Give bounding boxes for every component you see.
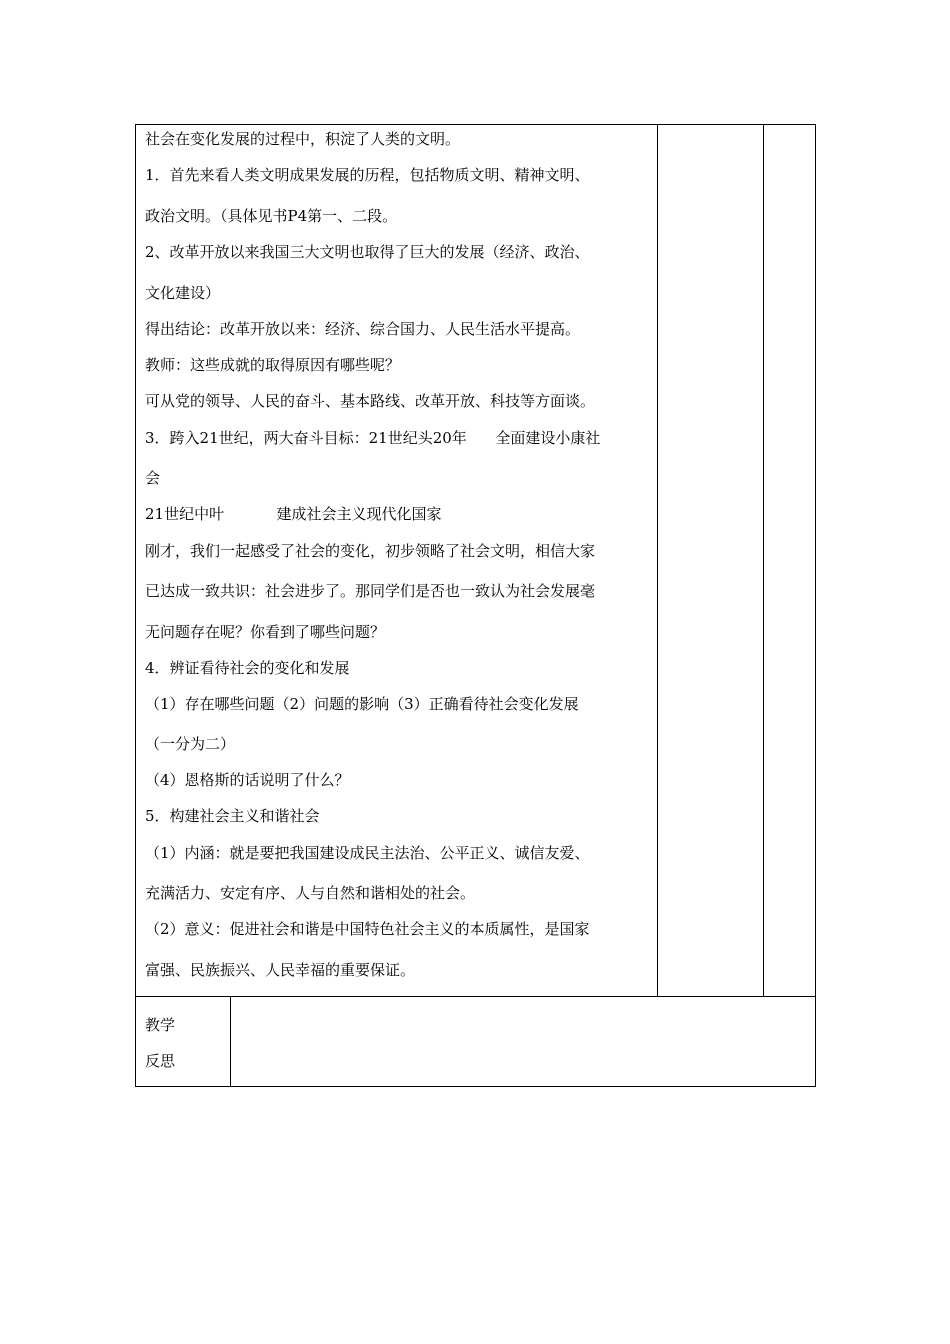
content-line: 富强、民族振兴、人民幸福的重要保证。 bbox=[145, 961, 416, 979]
content-line: 无问题存在呢？你看到了哪些问题？ bbox=[145, 623, 386, 641]
empty-column-cell bbox=[764, 125, 815, 996]
content-line: 可从党的领导、人民的奋斗、基本路线、改革开放、科技等方面谈。 bbox=[145, 392, 596, 410]
content-line: （1）内涵：就是要把我国建设成民主法治、公平正义、诚信友爱、 bbox=[145, 844, 590, 862]
empty-column-cell bbox=[658, 125, 764, 996]
content-line: 会 bbox=[145, 469, 161, 487]
content-line: 已达成一致共识：社会进步了。那同学们是否也一致认为社会发展毫 bbox=[145, 582, 596, 600]
content-line: 社会在变化发展的过程中，积淀了人类的文明。 bbox=[145, 130, 461, 148]
teaching-reflection-label-cell bbox=[136, 997, 231, 1086]
content-line: 1．首先来看人类文明成果发展的历程，包括物质文明、精神文明、 bbox=[145, 166, 590, 184]
content-line: （一分为二） bbox=[145, 735, 236, 753]
content-line: 充满活力、安定有序、人与自然和谐相处的社会。 bbox=[145, 884, 476, 902]
content-line: （4）恩格斯的话说明了什么？ bbox=[145, 771, 350, 789]
reflection-label-line: 反思 bbox=[145, 1052, 176, 1070]
lesson-plan-table bbox=[135, 124, 816, 1087]
content-line: 3．跨入21世纪，两大奋斗目标：21世纪头20年 全面建设小康社 bbox=[145, 429, 601, 447]
content-line: 教师：这些成就的取得原因有哪些呢？ bbox=[145, 356, 401, 374]
content-line: 5．构建社会主义和谐社会 bbox=[145, 807, 320, 825]
content-line: 21世纪中叶 建成社会主义现代化国家 bbox=[145, 505, 442, 523]
content-line: 2、改革开放以来我国三大文明也取得了巨大的发展（经济、政治、 bbox=[145, 243, 590, 261]
content-line: （2）意义：促进社会和谐是中国特色社会主义的本质属性，是国家 bbox=[145, 920, 590, 938]
content-line: 文化建设） bbox=[145, 284, 221, 302]
reflection-label-line: 教学 bbox=[145, 1016, 176, 1034]
content-line: 得出结论：改革开放以来：经济、综合国力、人民生活水平提高。 bbox=[145, 320, 581, 338]
content-line: 刚才，我们一起感受了社会的变化，初步领略了社会文明，相信大家 bbox=[145, 542, 596, 560]
teaching-content-cell bbox=[136, 125, 658, 996]
content-line: 政治文明。（具体见书P4第一、二段。 bbox=[145, 207, 398, 225]
content-line: 4．辨证看待社会的变化和发展 bbox=[145, 659, 350, 677]
teaching-reflection-content-cell bbox=[231, 997, 815, 1086]
content-line: （1）存在哪些问题（2）问题的影响（3）正确看待社会变化发展 bbox=[145, 695, 579, 713]
